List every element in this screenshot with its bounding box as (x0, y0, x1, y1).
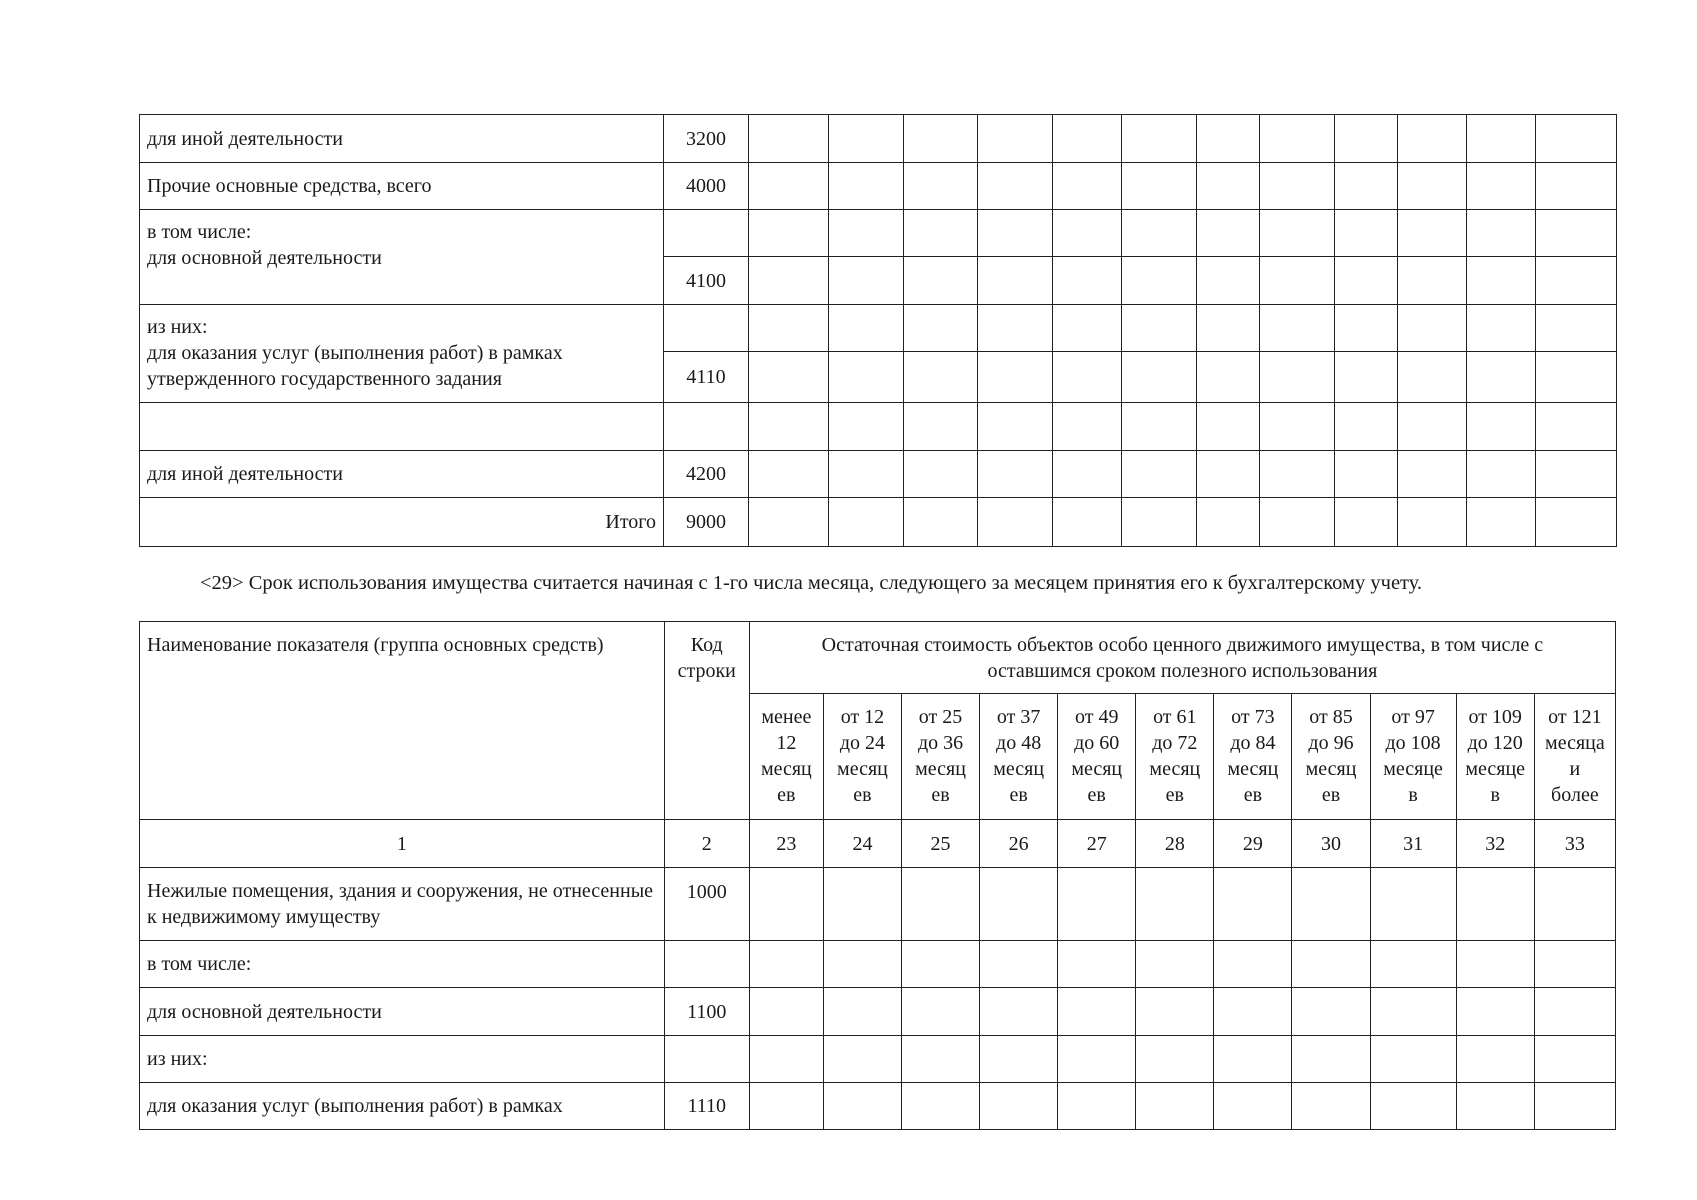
row-code: 1110 (664, 1083, 749, 1130)
row-label: Нежилые помещения, здания и сооружения, не отнесенные к недвижимому имуществу (140, 868, 665, 941)
header-line: до 60 (1074, 732, 1120, 754)
table-row (140, 1036, 1616, 1083)
header-line: ев (1165, 784, 1184, 806)
row-label (140, 210, 664, 305)
column-number: 27 (1058, 820, 1136, 868)
header-line: от 61 (1153, 706, 1197, 728)
row-code: 1100 (664, 988, 749, 1036)
header-line: и (1569, 758, 1581, 780)
header-line: месяц (1305, 758, 1357, 780)
header-line: менее (761, 706, 812, 728)
header-line: ев (853, 784, 872, 806)
column-number: 33 (1534, 820, 1615, 868)
row-code (664, 941, 749, 988)
header-line: от 121 (1548, 706, 1602, 728)
row-label: из них: (140, 1036, 665, 1083)
column-number: 28 (1136, 820, 1214, 868)
column-header-period (1534, 694, 1615, 820)
header-line: до 24 (839, 732, 886, 754)
row-label (140, 305, 664, 403)
table-row-total (140, 498, 1617, 547)
header-line: месяц (1149, 758, 1201, 780)
header-line: месяц (760, 758, 812, 780)
column-header-period (749, 694, 823, 820)
header-line: от 49 (1074, 706, 1119, 728)
column-header-period (901, 694, 979, 820)
header-line: до 84 (1230, 732, 1276, 754)
row-label: для иной деятельности (140, 115, 664, 163)
header-line: до 96 (1308, 732, 1354, 754)
row-code: 1000 (664, 868, 749, 941)
header-line: ев (931, 784, 950, 806)
row-label: для основной деятельности (140, 988, 665, 1036)
header-line: от 12 (840, 706, 885, 728)
label-line: в том числе: (147, 221, 252, 243)
header-line: от 37 (996, 706, 1041, 728)
table-row (140, 115, 1617, 163)
column-header-period (1214, 694, 1292, 820)
column-number: 32 (1456, 820, 1534, 868)
column-number: 31 (1370, 820, 1456, 868)
column-header-period (1058, 694, 1136, 820)
row-code: 4110 (664, 352, 749, 403)
header-line: месяце (1465, 758, 1526, 780)
header-line: от 25 (918, 706, 963, 728)
header-line: в (1408, 784, 1418, 806)
row-code: 4000 (664, 163, 749, 210)
row-label: Прочие основные средства, всего (140, 163, 664, 210)
header-line: до 36 (917, 732, 964, 754)
row-code-empty (664, 305, 749, 352)
column-header-period (1292, 694, 1370, 820)
column-number: 30 (1292, 820, 1370, 868)
label-line: для основной деятельности (147, 247, 382, 269)
row-label: для иной деятельности (140, 451, 664, 498)
column-header-period (1136, 694, 1214, 820)
column-number: 29 (1214, 820, 1292, 868)
row-code (664, 1036, 749, 1083)
header-line: ев (1243, 784, 1263, 806)
header-line: до 48 (996, 732, 1042, 754)
row-code (664, 403, 749, 451)
header-row (140, 622, 1616, 694)
column-header-period (980, 694, 1058, 820)
header-line: в (1490, 784, 1500, 806)
header-line: месяца (1545, 732, 1605, 754)
table-row (140, 305, 1617, 352)
header-line: ев (1321, 784, 1341, 806)
row-code: 9000 (664, 498, 749, 547)
column-header-code (664, 622, 749, 820)
row-code: 4100 (664, 257, 749, 305)
column-number: 25 (901, 820, 979, 868)
table-residual-value (139, 621, 1616, 1130)
header-line: до 108 (1385, 732, 1441, 754)
row-code: 4200 (664, 451, 749, 498)
column-number: 24 (823, 820, 901, 868)
table-fixed-assets-continuation (139, 114, 1617, 547)
header-line: от 73 (1231, 706, 1275, 728)
column-header-period (1456, 694, 1534, 820)
header-line: строки (677, 660, 736, 682)
label-line: для оказания услуг (выполнения работ) в рамках утвержденного государственного задания (147, 342, 563, 390)
header-line: месяце (1383, 758, 1443, 780)
footnote-29: <29> Срок использования имущества считается начиная с 1-го числа месяца, следующего за месяцем принятия его к бухгалтерскому учету. (200, 572, 1423, 594)
column-header-name: Наименование показателя (группа основных средств) (140, 622, 665, 820)
table-row (140, 941, 1616, 988)
header-line: месяц (837, 758, 888, 780)
table-row (140, 1083, 1616, 1130)
table-row (140, 988, 1616, 1036)
column-number: 2 (664, 820, 749, 868)
header-line: Код (690, 634, 723, 656)
row-label: в том числе: (140, 941, 665, 988)
header-line: месяц (1071, 758, 1123, 780)
header-line: более (1551, 784, 1599, 806)
header-line: от 109 (1468, 706, 1522, 728)
column-header-group: Остаточная стоимость объектов особо ценного движимого имущества, в том числе с оставшимся сроком полезного использования (749, 622, 1615, 694)
column-header-period (823, 694, 901, 820)
table-row (140, 451, 1617, 498)
column-number: 1 (140, 820, 665, 868)
header-line: до 72 (1152, 732, 1198, 754)
header-line: до 120 (1467, 732, 1523, 754)
column-number: 26 (980, 820, 1058, 868)
header-line: месяц (915, 758, 966, 780)
header-line: от 85 (1309, 706, 1353, 728)
table-row (140, 210, 1617, 257)
table-row (140, 868, 1616, 941)
header-line: месяц (1227, 758, 1279, 780)
header-row-numbers (140, 820, 1616, 868)
label-line: из них: (147, 316, 208, 338)
header-line: 12 (776, 732, 797, 754)
column-number: 23 (749, 820, 823, 868)
header-line: ев (1009, 784, 1028, 806)
row-label (140, 403, 664, 451)
header-line: месяц (993, 758, 1045, 780)
header-line: ев (777, 784, 796, 806)
column-header-period (1370, 694, 1456, 820)
row-label: для оказания услуг (выполнения работ) в рамках (140, 1083, 665, 1130)
table-row (140, 403, 1617, 451)
header-line: от 97 (1391, 706, 1435, 728)
row-code-empty (664, 210, 749, 257)
row-code: 3200 (664, 115, 749, 163)
table-row (140, 163, 1617, 210)
header-line: ев (1087, 784, 1106, 806)
total-label: Итого (140, 498, 664, 547)
